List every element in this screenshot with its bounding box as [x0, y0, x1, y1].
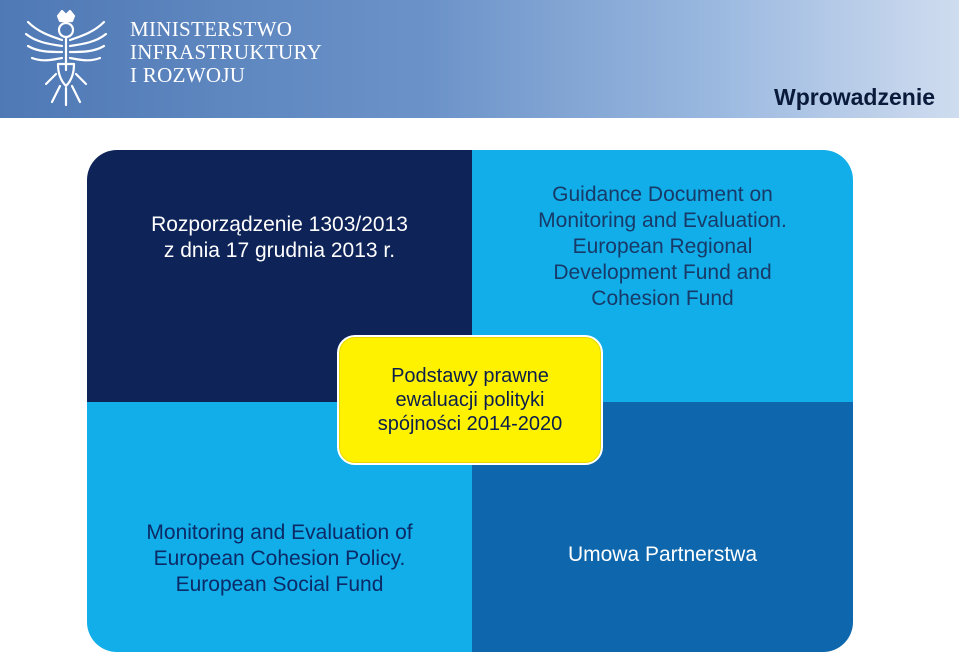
ministry-name — [130, 18, 322, 87]
center-legal-basis-box — [337, 335, 603, 465]
text-line: Cohesion Fund — [591, 287, 734, 310]
text-line: Rozporządzenie 1303/2013 — [151, 213, 408, 236]
slide-title: Wprowadzenie — [773, 84, 935, 110]
text-line: Podstawy prawne — [391, 365, 549, 387]
center-legal-basis-text — [378, 364, 563, 436]
ministry-line-1: MINISTERSTWO — [130, 17, 293, 41]
quadrant-partnership-text — [472, 542, 853, 568]
quadrant-guidance-esf-text — [87, 520, 472, 598]
text-line: z dnia 17 grudnia 2013 r. — [163, 239, 396, 262]
text-line: Monitoring and Evaluation. — [538, 209, 787, 232]
text-line: Guidance Document on — [552, 183, 773, 206]
quadrant-regulation-text — [87, 212, 472, 264]
quadrant-guidance-erdf-text — [472, 182, 853, 312]
text-line: spójności 2014-2020 — [377, 413, 563, 435]
text-line: European Regional — [572, 235, 753, 258]
text-line: Development Fund and — [553, 261, 772, 284]
text-line: Umowa Partnerstwa — [567, 543, 758, 566]
header-banner — [0, 0, 959, 118]
text-line: European Cohesion Policy. — [153, 547, 406, 570]
ministry-line-3: I ROZWOJU — [130, 63, 246, 87]
text-line: ewaluacji polityki — [395, 389, 545, 411]
text-line: European Social Fund — [175, 573, 384, 596]
ministry-line-2: INFRASTRUKTURY — [130, 40, 323, 64]
white-eagle-emblem-icon — [22, 8, 110, 108]
text-line: Monitoring and Evaluation of — [146, 521, 413, 544]
